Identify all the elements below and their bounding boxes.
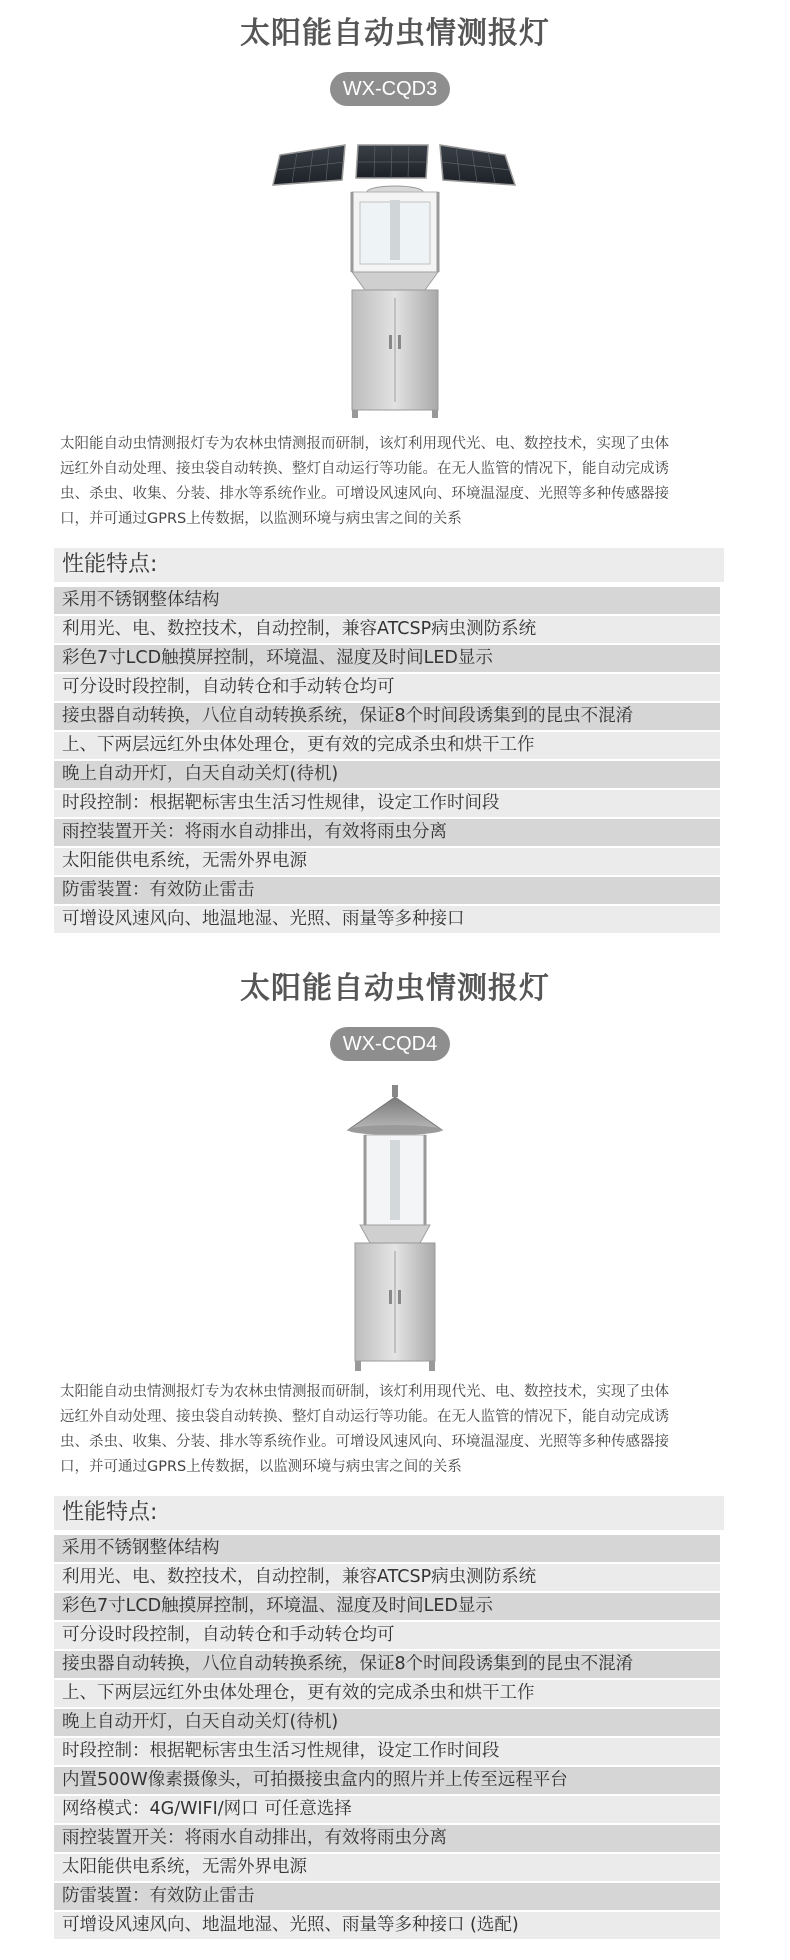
- feature-item: 上、下两层远红外虫体处理仓，更有效的完成杀虫和烘干工作: [54, 732, 720, 759]
- model-badge: WX-CQD4: [330, 1027, 450, 1061]
- feature-item: 晚上自动开灯，白天自动关灯(待机): [54, 761, 720, 788]
- product-title: 太阳能自动虫情测报灯: [240, 16, 550, 51]
- product-image-solar-insect-lamp: [260, 130, 530, 420]
- insect-lamp-illustration: [260, 1085, 530, 1375]
- product-description: 太阳能自动虫情测报灯专为农林虫情测报而研制，该灯利用现代光、电、数控技术，实现了虫体 远红外自动处理、接虫袋自动转换、整灯自动运行等功能。在无人监管的情况下，能自动完成诱 虫、杀虫、收集、分装、排水等系统作业。可增设风速风向、环境温湿度、光照等多种传感器接 口，并可通过GPRS上传数据，以监测环境与病虫害之间的关系: [60, 1384, 669, 1475]
- solar-lamp-illustration: [260, 130, 530, 420]
- feature-item: 雨控装置开关：将雨水自动排出，有效将雨虫分离: [54, 819, 720, 846]
- feature-item: 雨控装置开关：将雨水自动排出，有效将雨虫分离: [54, 1825, 720, 1852]
- product-image-insect-lamp: [260, 1085, 530, 1375]
- feature-item: 可分设时段控制，自动转仓和手动转仓均可: [54, 674, 720, 701]
- feature-item: 太阳能供电系统，无需外界电源: [54, 1854, 720, 1881]
- feature-item: 彩色7寸LCD触摸屏控制，环境温、湿度及时间LED显示: [54, 1593, 720, 1620]
- product-title: 太阳能自动虫情测报灯: [240, 971, 550, 1006]
- feature-item: 采用不锈钢整体结构: [54, 587, 720, 614]
- feature-item: 利用光、电、数控技术，自动控制，兼容ATCSP病虫测防系统: [54, 1564, 720, 1591]
- feature-item: 晚上自动开灯，白天自动关灯(待机): [54, 1709, 720, 1736]
- feature-list: [54, 1535, 720, 1941]
- feature-item: 时段控制：根据靶标害虫生活习性规律，设定工作时间段: [54, 790, 720, 817]
- feature-item: 太阳能供电系统，无需外界电源: [54, 848, 720, 875]
- feature-list: [54, 587, 720, 935]
- feature-item: 上、下两层远红外虫体处理仓，更有效的完成杀虫和烘干工作: [54, 1680, 720, 1707]
- feature-item: 防雷装置：有效防止雷击: [54, 877, 720, 904]
- feature-item: 利用光、电、数控技术，自动控制，兼容ATCSP病虫测防系统: [54, 616, 720, 643]
- features-heading: 性能特点:: [54, 548, 724, 582]
- feature-item: 采用不锈钢整体结构: [54, 1535, 720, 1562]
- feature-item: 防雷装置：有效防止雷击: [54, 1883, 720, 1910]
- solar-panel: [273, 145, 515, 185]
- feature-item: 可分设时段控制，自动转仓和手动转仓均可: [54, 1622, 720, 1649]
- feature-item: 内置500W像素摄像头，可拍摄接虫盒内的照片并上传至远程平台: [54, 1767, 720, 1794]
- feature-item: 网络模式：4G/WIFI/网口 可任意选择: [54, 1796, 720, 1823]
- features-heading: 性能特点:: [54, 1496, 724, 1530]
- feature-item: 接虫器自动转换，八位自动转换系统，保证8个时间段诱集到的昆虫不混淆: [54, 703, 720, 730]
- feature-item: 接虫器自动转换，八位自动转换系统，保证8个时间段诱集到的昆虫不混淆: [54, 1651, 720, 1678]
- feature-item: 彩色7寸LCD触摸屏控制，环境温、湿度及时间LED显示: [54, 645, 720, 672]
- feature-item: 可增设风速风向、地温地湿、光照、雨量等多种接口 (选配): [54, 1912, 720, 1939]
- feature-item: 可增设风速风向、地温地湿、光照、雨量等多种接口: [54, 906, 720, 933]
- model-badge: WX-CQD3: [330, 72, 450, 106]
- product-description: 太阳能自动虫情测报灯专为农林虫情测报而研制，该灯利用现代光、电、数控技术，实现了虫体 远红外自动处理、接虫袋自动转换、整灯自动运行等功能。在无人监管的情况下，能自动完成诱 虫、杀虫、收集、分装、排水等系统作业。可增设风速风向、环境温湿度、光照等多种传感器接 口，并可通过GPRS上传数据，以监测环境与病虫害之间的关系: [60, 436, 669, 527]
- feature-item: 时段控制：根据靶标害虫生活习性规律，设定工作时间段: [54, 1738, 720, 1765]
